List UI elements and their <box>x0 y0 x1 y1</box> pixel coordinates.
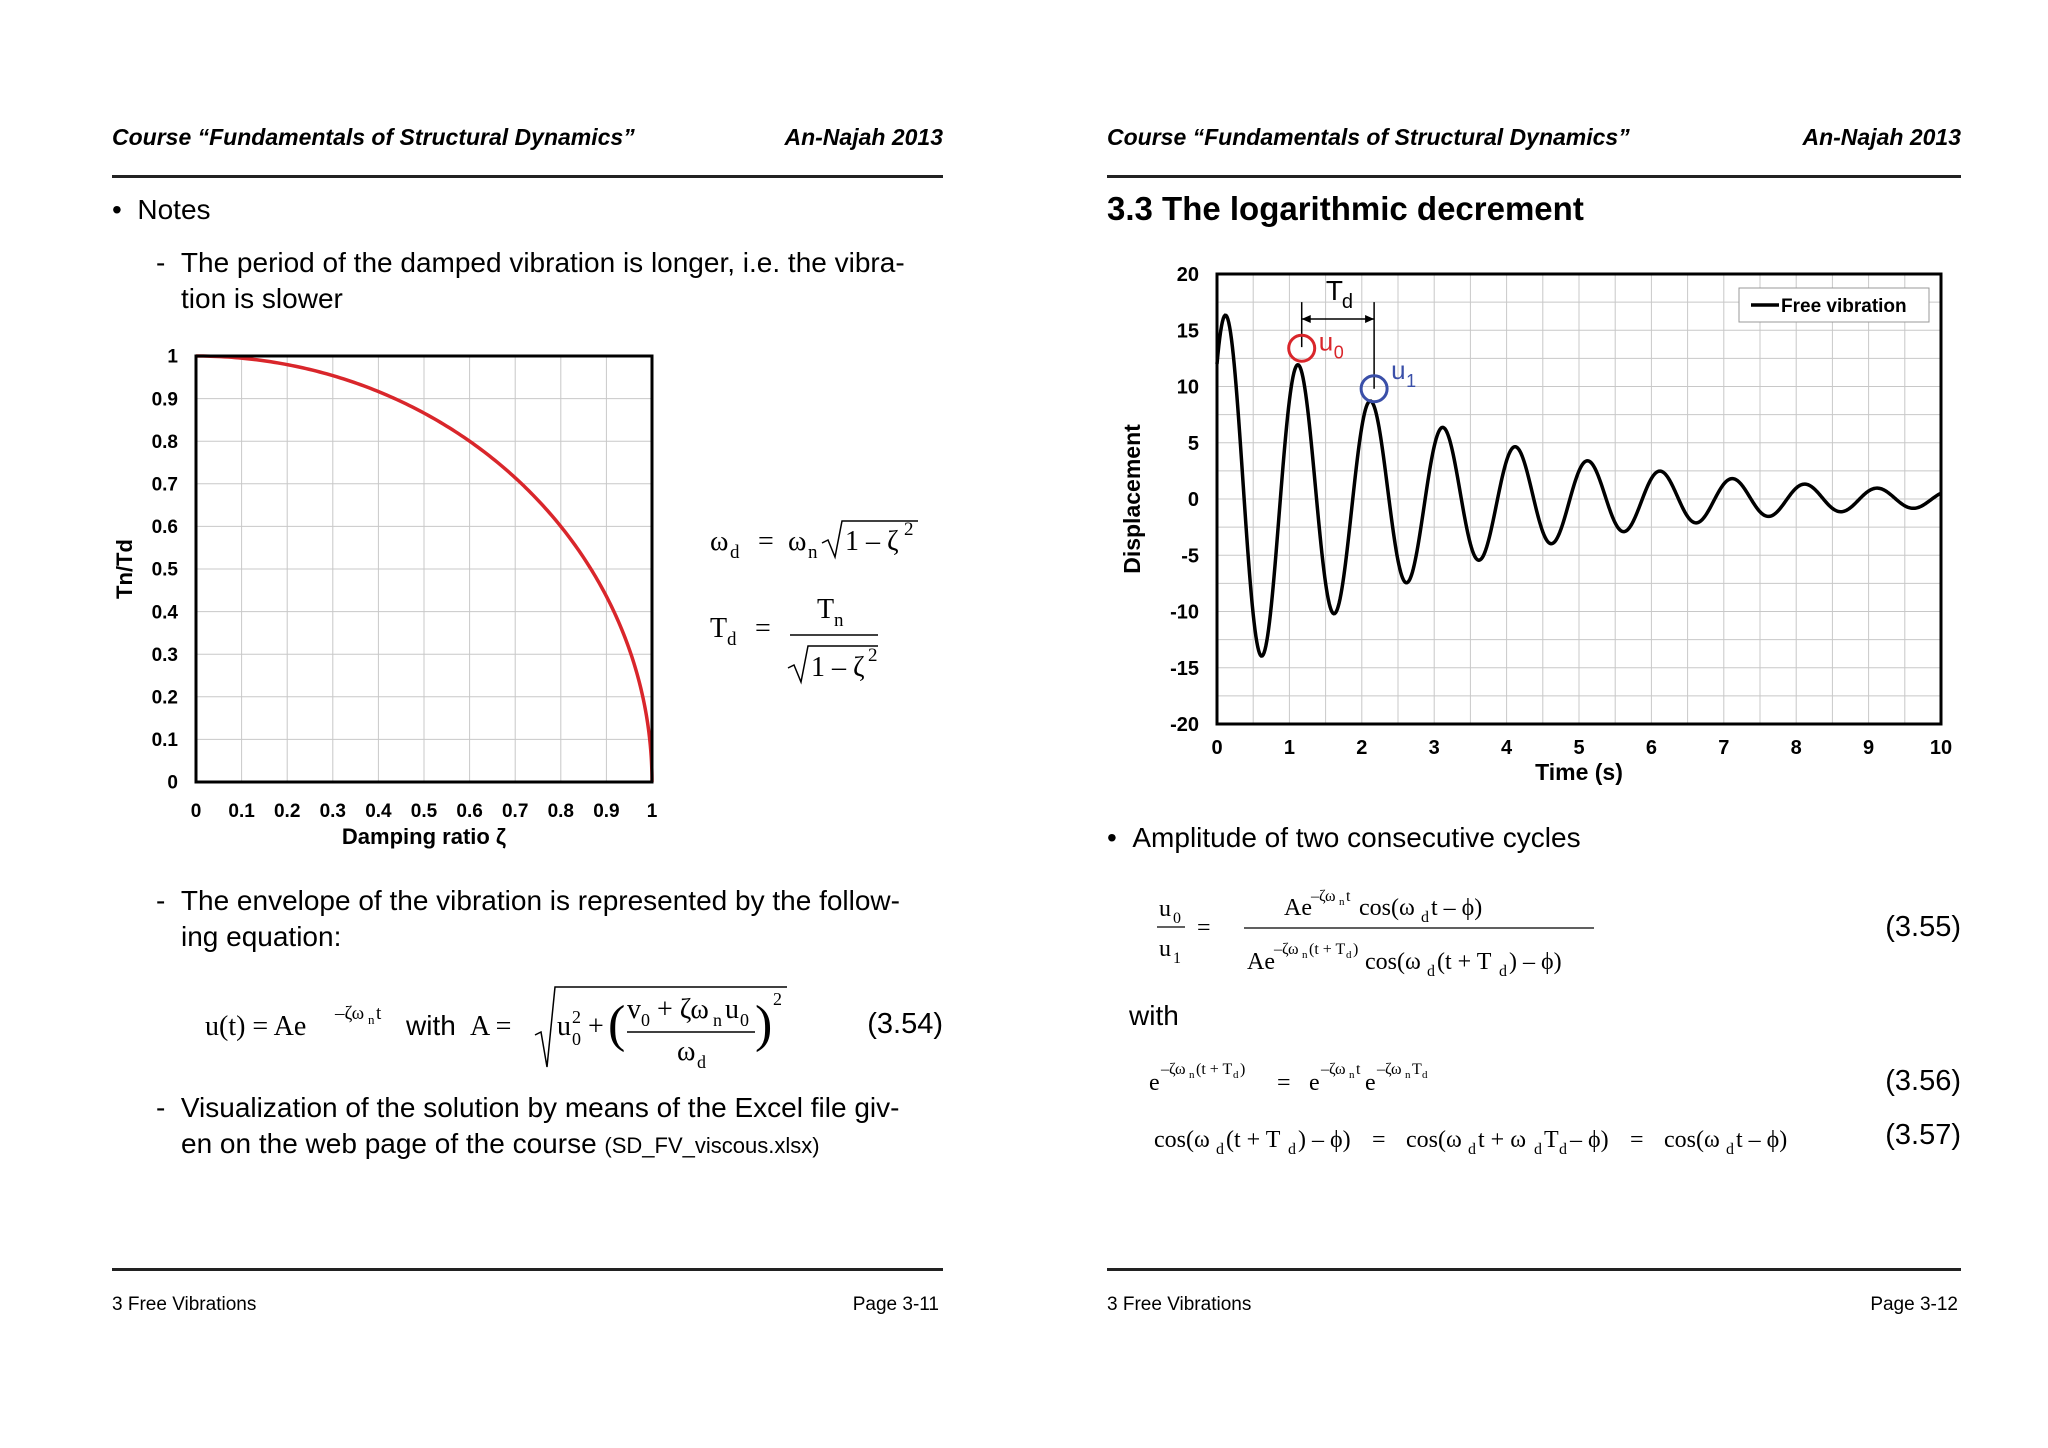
svg-text:n: n <box>713 1010 722 1030</box>
svg-text:u: u <box>1159 936 1171 962</box>
svg-text:): ) <box>1240 1061 1246 1078</box>
damping-ratio-chart <box>110 340 690 860</box>
svg-text:) – ϕ): ) – ϕ) <box>1298 1127 1351 1153</box>
y-tick-label: 0.7 <box>151 474 178 496</box>
svg-text:e: e <box>1309 1070 1320 1096</box>
equation-number-3-56: (3.56) <box>1885 1065 1961 1097</box>
svg-text:2: 2 <box>572 1007 581 1027</box>
svg-text:+: + <box>588 1011 604 1042</box>
equation-3-56 <box>1149 1050 1509 1100</box>
u0-label-subscript: 0 <box>1333 342 1344 363</box>
y-tick-label: 0.1 <box>151 730 178 752</box>
svg-text:T: T <box>710 613 728 644</box>
svg-text:n: n <box>808 542 818 563</box>
x-tick-label: 7 <box>1718 737 1730 759</box>
footer-chapter: 3 Free Vibrations <box>112 1294 257 1315</box>
svg-text:u(t) = Ae: u(t) = Ae <box>205 1011 307 1042</box>
svg-text:t – ϕ): t – ϕ) <box>1431 895 1483 921</box>
svg-text:) – ϕ): ) – ϕ) <box>1509 949 1562 975</box>
svg-text:d: d <box>1534 1141 1542 1158</box>
svg-text:(t + T: (t + T <box>1309 941 1346 958</box>
footer-page-number: Page 3-12 <box>1870 1294 1958 1315</box>
u1-label-subscript: 1 <box>1406 370 1417 391</box>
x-tick-label: 0.2 <box>273 801 301 822</box>
td-arrowhead <box>1365 315 1374 323</box>
dash-item-3-cont: en on the web page of the course (SD_FV_viscous.xlsx) <box>181 1128 820 1159</box>
bullet-amplitude: • Amplitude of two consecutive cycles <box>1107 822 1581 853</box>
svg-text:): ) <box>755 996 773 1053</box>
y-tick-label: 20 <box>1176 264 1199 286</box>
dash-item-1-cont: tion is slower <box>181 283 343 314</box>
y-tick-label: -20 <box>1170 714 1199 736</box>
y-tick-label: 0 <box>1187 489 1199 511</box>
u0-label: u <box>1318 326 1334 357</box>
svg-text:d: d <box>1468 1141 1476 1158</box>
header-rule <box>1107 175 1961 178</box>
svg-text:ω: ω <box>788 526 807 557</box>
dash-item-1: - The period of the damped vibration is longer, i.e. the vibra- <box>156 247 905 278</box>
svg-text:t: t <box>376 1003 382 1024</box>
y-tick-label: 1 <box>167 346 178 368</box>
y-tick-label: -5 <box>1181 545 1199 568</box>
svg-text:cos(ω: cos(ω <box>1365 949 1421 975</box>
equation-number-3-57: (3.57) <box>1885 1119 1961 1151</box>
free-vibration-chart <box>1104 255 1974 795</box>
section-title: 3.3 The logarithmic decrement <box>1107 190 1584 227</box>
header-year: An-Najah 2013 <box>784 124 943 150</box>
with-label: with <box>1129 1000 1179 1031</box>
svg-text:t + ω: t + ω <box>1478 1127 1526 1153</box>
y-tick-label: 0.3 <box>151 644 178 666</box>
x-tick-label: 8 <box>1790 737 1802 759</box>
y-tick-label: 0.9 <box>151 389 178 411</box>
header-course-title: Course “Fundamentals of Structural Dynamics” <box>112 124 635 150</box>
equation-omega-d <box>700 505 930 575</box>
svg-text:1 – ζ: 1 – ζ <box>845 526 899 557</box>
x-tick-label: 0.6 <box>456 801 483 822</box>
svg-text:1 – ζ: 1 – ζ <box>811 652 865 683</box>
y-tick-label: 0.2 <box>151 687 178 709</box>
svg-text:n: n <box>1405 1069 1411 1081</box>
svg-text:n: n <box>1349 1069 1355 1081</box>
svg-text:(t + T: (t + T <box>1226 1127 1281 1153</box>
svg-text:–ζω: –ζω <box>1274 941 1299 958</box>
svg-text:Ae: Ae <box>1284 895 1312 921</box>
svg-text:=: = <box>758 526 774 557</box>
svg-text:=: = <box>1277 1070 1291 1096</box>
svg-text:u: u <box>725 994 739 1025</box>
svg-text:0: 0 <box>572 1029 581 1049</box>
svg-text:– ϕ): – ϕ) <box>1570 1127 1609 1153</box>
svg-text:(t + T: (t + T <box>1437 949 1492 975</box>
svg-text:t – ϕ): t – ϕ) <box>1736 1127 1788 1153</box>
x-tick-label: 1 <box>646 801 658 822</box>
svg-text:ω: ω <box>710 526 729 557</box>
svg-text:+ ζω: + ζω <box>657 994 709 1025</box>
svg-text:d: d <box>1559 1141 1567 1158</box>
svg-text:cos(ω: cos(ω <box>1664 1127 1720 1153</box>
bullet-notes: • Notes <box>112 194 211 225</box>
dash-item-3: - Visualization of the solution by means of the Excel file giv- <box>156 1092 900 1123</box>
x-tick-label: 2 <box>1356 737 1368 759</box>
svg-text:1: 1 <box>1173 950 1181 967</box>
svg-text:=: = <box>1372 1127 1386 1153</box>
svg-text:A =: A = <box>470 1011 512 1042</box>
right-page <box>1024 0 2048 1448</box>
y-tick-label: 0.8 <box>151 431 178 453</box>
svg-text:d: d <box>1421 909 1429 926</box>
svg-text:=: = <box>1197 915 1211 941</box>
footer-page-number: Page 3-11 <box>852 1294 939 1315</box>
svg-text:d: d <box>697 1052 706 1072</box>
x-tick-label: 0.4 <box>365 801 392 822</box>
x-tick-label: 9 <box>1863 737 1875 759</box>
y-axis-label: Displacement <box>1119 424 1145 574</box>
svg-text:d: d <box>1216 1141 1224 1158</box>
svg-text:d: d <box>1499 963 1507 980</box>
y-tick-label: 5 <box>1187 432 1199 455</box>
svg-text:n: n <box>1302 949 1308 961</box>
equation-3-57 <box>1154 1110 1854 1160</box>
x-axis-label: Time (s) <box>1535 759 1623 785</box>
x-tick-label: 0.9 <box>593 801 620 822</box>
header-course-title: Course “Fundamentals of Structural Dynamics” <box>1107 124 1630 150</box>
x-tick-label: 0.8 <box>547 801 575 822</box>
footer-rule <box>112 1268 943 1271</box>
x-tick-label: 3 <box>1428 737 1440 759</box>
header-year: An-Najah 2013 <box>1802 124 1961 150</box>
u1-label: u <box>1391 354 1406 385</box>
y-tick-label: 0.5 <box>151 559 178 581</box>
svg-text:cos(ω: cos(ω <box>1154 1127 1210 1153</box>
svg-text:0: 0 <box>641 1010 650 1030</box>
svg-text:–ζω: –ζω <box>1161 1061 1186 1078</box>
svg-text:e: e <box>1365 1070 1376 1096</box>
equation-with-label: with <box>406 1010 456 1041</box>
footer-rule <box>1107 1268 1961 1271</box>
svg-text:u: u <box>1159 896 1171 922</box>
svg-text:cos(ω: cos(ω <box>1359 895 1415 921</box>
svg-text:ω: ω <box>677 1036 696 1067</box>
header-rule <box>112 175 943 178</box>
svg-text:2: 2 <box>904 519 914 540</box>
svg-text:(t + T: (t + T <box>1196 1061 1233 1078</box>
y-tick-label: -15 <box>1170 657 1199 680</box>
svg-text:2: 2 <box>773 989 782 1009</box>
svg-text:d: d <box>1427 963 1435 980</box>
svg-text:t: t <box>1346 888 1351 905</box>
svg-text:d: d <box>730 542 740 563</box>
x-tick-label: 0 <box>190 801 202 822</box>
equation-3-54 <box>195 975 815 1075</box>
svg-text:u: u <box>557 1011 571 1042</box>
svg-text:–ζω: –ζω <box>1377 1061 1402 1078</box>
svg-text:–ζω: –ζω <box>335 1003 365 1024</box>
legend-label: Free vibration <box>1781 296 1907 317</box>
svg-text:–ζω: –ζω <box>1321 1061 1346 1078</box>
y-tick-label: 0 <box>167 772 178 794</box>
svg-text:=: = <box>1630 1127 1644 1153</box>
x-tick-label: 10 <box>1929 737 1953 759</box>
x-tick-label: 5 <box>1573 737 1585 759</box>
y-tick-label: 15 <box>1176 320 1199 343</box>
td-label: T <box>1325 274 1344 306</box>
footer-chapter: 3 Free Vibrations <box>1107 1294 1252 1315</box>
svg-text:T: T <box>1544 1127 1559 1153</box>
svg-text:=: = <box>755 613 771 644</box>
svg-text:n: n <box>834 610 844 631</box>
dash-item-2: - The envelope of the vibration is represented by the follow- <box>156 885 900 916</box>
svg-text:e: e <box>1149 1070 1160 1096</box>
svg-text:n: n <box>1339 896 1345 908</box>
x-tick-label: 4 <box>1501 737 1513 759</box>
svg-text:): ) <box>1353 941 1359 958</box>
y-tick-label: 10 <box>1176 376 1199 399</box>
x-tick-label: 0.7 <box>501 801 529 822</box>
svg-text:d: d <box>1288 1141 1296 1158</box>
svg-text:d: d <box>1422 1069 1428 1081</box>
x-tick-label: 1 <box>1283 737 1295 759</box>
x-axis-label: Damping ratio ζ <box>341 824 507 849</box>
svg-text:–ζω: –ζω <box>1311 888 1336 905</box>
svg-text:d: d <box>1233 1069 1239 1081</box>
x-tick-label: 0.1 <box>228 801 255 822</box>
x-tick-label: 0.3 <box>319 801 347 822</box>
td-label-subscript: d <box>1341 290 1354 313</box>
td-arrowhead <box>1302 315 1311 323</box>
svg-text:Ae: Ae <box>1247 949 1275 975</box>
svg-text:t: t <box>1356 1061 1361 1078</box>
svg-text:T: T <box>817 594 835 625</box>
svg-text:T: T <box>1412 1061 1422 1078</box>
y-tick-label: 0.4 <box>151 602 178 624</box>
svg-text:d: d <box>727 629 737 650</box>
svg-text:d: d <box>1346 949 1352 961</box>
x-tick-label: 0 <box>1211 737 1223 759</box>
equation-number-3-54: (3.54) <box>867 1008 943 1040</box>
dash-item-2-cont: ing equation: <box>181 921 342 952</box>
svg-text:0: 0 <box>740 1010 749 1030</box>
equation-period-td <box>700 588 900 698</box>
x-tick-label: 0.5 <box>410 801 438 822</box>
svg-text:2: 2 <box>868 645 878 666</box>
svg-text:(: ( <box>608 996 626 1053</box>
equation-3-55 <box>1149 872 1609 982</box>
svg-text:d: d <box>1726 1141 1734 1158</box>
svg-text:v: v <box>627 994 641 1025</box>
svg-text:n: n <box>1189 1069 1195 1081</box>
y-axis-label: Tn/Td <box>112 539 137 599</box>
svg-text:n: n <box>368 1012 375 1027</box>
y-tick-label: -10 <box>1170 601 1199 624</box>
x-tick-label: 6 <box>1645 737 1657 759</box>
y-tick-label: 0.6 <box>151 517 178 539</box>
svg-text:0: 0 <box>1173 910 1181 927</box>
svg-text:cos(ω: cos(ω <box>1406 1127 1462 1153</box>
excel-file-name: (SD_FV_viscous.xlsx) <box>604 1133 820 1158</box>
equation-number-3-55: (3.55) <box>1885 911 1961 943</box>
